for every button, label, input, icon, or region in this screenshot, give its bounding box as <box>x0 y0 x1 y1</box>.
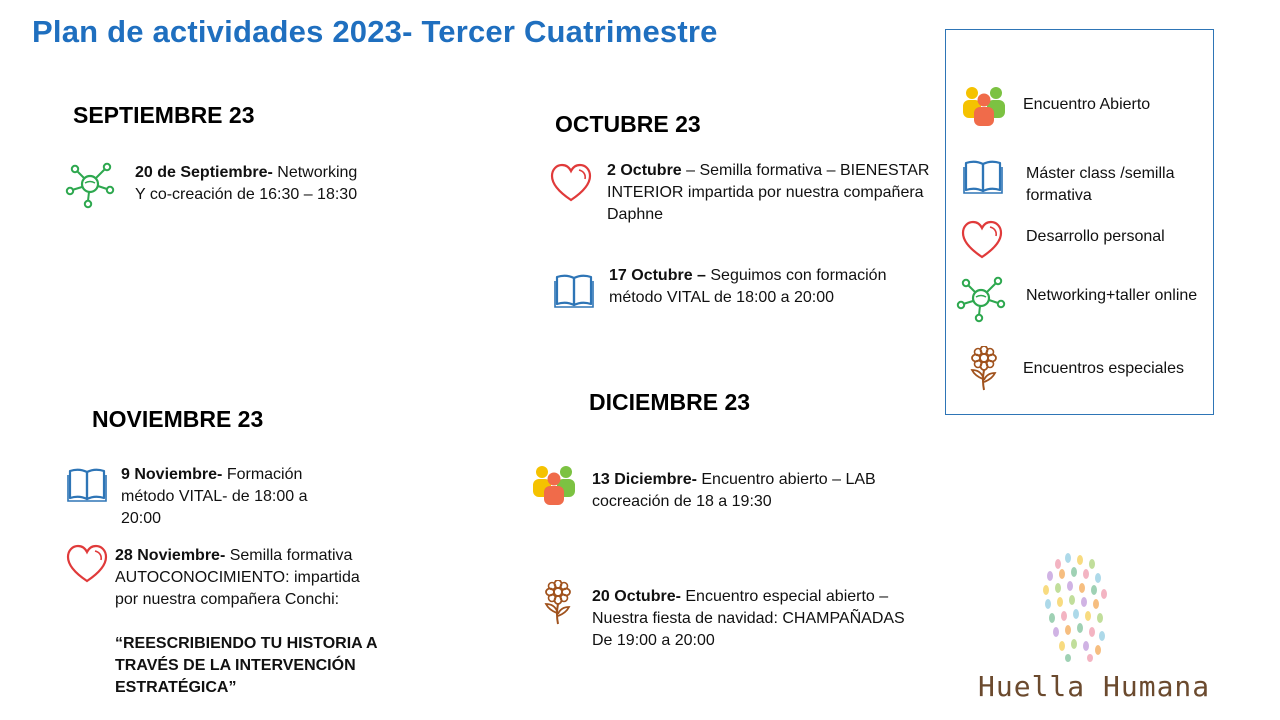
event-item <box>592 586 932 652</box>
flower-icon <box>966 346 1002 392</box>
event-date: 17 Octubre – <box>609 267 706 284</box>
legend-label <box>1026 163 1174 207</box>
event-date: 13 Diciembre- <box>592 471 697 488</box>
event-item <box>115 545 395 699</box>
event-text: Formación <box>222 466 303 483</box>
event-quote: ESTRATÉGICA” <box>115 679 237 696</box>
event-text: Y co-creación de 16:30 – 18:30 <box>135 186 358 203</box>
book-icon <box>962 157 1004 195</box>
huella-humana-logo-icon <box>1028 550 1123 665</box>
event-item <box>609 265 929 309</box>
event-text: – Semilla formativa – BIENESTAR <box>681 162 930 179</box>
event-text: Daphne <box>607 206 664 223</box>
legend-label-line: formativa <box>1026 187 1092 204</box>
people-icon <box>530 463 578 507</box>
network-icon <box>65 159 115 209</box>
heart-icon <box>960 219 1004 259</box>
people-icon <box>960 84 1008 128</box>
event-text: 20:00 <box>121 510 162 527</box>
event-text: por nuestra compañera Conchi: <box>115 591 340 608</box>
event-date: 20 Octubre- <box>592 588 681 605</box>
event-text: Networking <box>272 164 358 181</box>
heart-icon <box>549 162 593 202</box>
book-icon <box>66 465 108 503</box>
event-date: 2 Octubre <box>607 162 682 179</box>
event-quote: “REESCRIBIENDO TU HISTORIA A <box>115 635 378 652</box>
network-icon <box>956 273 1006 323</box>
book-icon <box>553 271 595 309</box>
event-date: 9 Noviembre- <box>121 466 223 483</box>
logo-text: Huella Humana <box>978 670 1211 703</box>
event-item <box>135 162 395 206</box>
legend-label-line: Máster class /semilla <box>1026 165 1175 182</box>
event-quote: TRAVÉS DE LA INTERVENCIÓN <box>115 657 356 674</box>
month-heading-diciembre: DICIEMBRE 23 <box>589 389 751 415</box>
flower-icon <box>540 580 576 626</box>
page-title: Plan de actividades 2023- Tercer Cuatrimestre <box>32 14 718 49</box>
event-text: Encuentro especial abierto – <box>680 588 889 605</box>
event-date: 28 Noviembre- <box>115 547 226 564</box>
event-text: método VITAL de 18:00 a 20:00 <box>609 289 835 306</box>
event-item <box>592 469 912 513</box>
event-text: INTERIOR impartida por nuestra compañera <box>607 184 924 201</box>
legend-label: Desarrollo personal <box>1026 228 1165 245</box>
event-item <box>607 160 947 226</box>
month-heading-septiembre: SEPTIEMBRE 23 <box>73 102 255 128</box>
event-text: Nuestra fiesta de navidad: CHAMPAÑADAS <box>592 610 905 627</box>
event-text: Encuentro abierto – LAB <box>696 471 876 488</box>
legend-label: Encuentros especiales <box>1023 360 1184 377</box>
event-text: método VITAL- de 18:00 a <box>121 488 308 505</box>
legend-label: Encuentro Abierto <box>1023 96 1151 113</box>
event-item <box>121 464 351 530</box>
month-heading-octubre: OCTUBRE 23 <box>555 111 701 137</box>
month-heading-noviembre: NOVIEMBRE 23 <box>92 406 264 432</box>
event-text: Seguimos con formación <box>705 267 887 284</box>
heart-icon <box>65 543 109 583</box>
event-text: Semilla formativa <box>225 547 353 564</box>
event-date: 20 de Septiembre- <box>135 164 273 181</box>
legend-label: Networking+taller online <box>1026 287 1198 304</box>
event-text: De 19:00 a 20:00 <box>592 632 715 649</box>
event-text: AUTOCONOCIMIENTO: impartida <box>115 569 360 586</box>
event-text: cocreación de 18 a 19:30 <box>592 493 772 510</box>
